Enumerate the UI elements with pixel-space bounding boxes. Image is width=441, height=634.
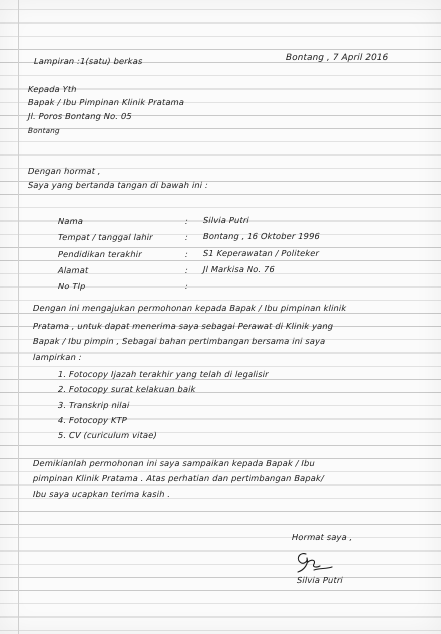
body-line: Dengan ini mengajukan permohonan kepada Bapak / Ibu pimpinan klinik [32,303,347,313]
signer-name: Silvia Putri [296,575,344,585]
recipient-address: Jl. Poros Bontang No. 05 [27,111,132,121]
closing-line: pimpinan Klinik Pratama . Atas perhatian dan pertimbangan Bapak/ [32,473,325,483]
attachment-item: 5. CV (curiculum vitae) [57,430,158,440]
greeting: Dengan hormat , [27,166,101,176]
identity-colon: : [184,249,189,259]
attachment-item: 4. Fotocopy KTP [57,415,128,425]
recipient-salutation: Kepada Yth [27,84,77,94]
intro-line: Saya yang bertanda tangan di bawah ini : [27,180,209,190]
attachment-item: 1. Fotocopy Ijazah terakhir yang telah di legalisir [57,369,269,379]
closing-line: Ibu saya ucapkan terima kasih . [32,489,171,499]
recipient-name: Bapak / Ibu Pimpinan Klinik Pratama [27,97,185,107]
identity-value: Silvia Putri [202,215,250,225]
body-line: Pratama , untuk dapat menerima saya sebagai Perawat di Klinik yang [32,321,334,331]
identity-label: Pendidikan terakhir [57,249,142,259]
recipient-city: Bontang [27,126,60,135]
identity-label: Alamat [57,265,89,275]
identity-colon: : [184,216,189,226]
identity-value: Jl Markisa No. 76 [202,264,276,274]
identity-colon: : [184,232,189,242]
identity-colon: : [184,281,189,291]
attachment-line: Lampiran :1(satu) berkas [33,56,143,66]
attachment-item: 3. Transkrip nilai [57,400,130,410]
identity-value: S1 Keperawatan / Politeker [202,248,320,258]
identity-label: No Tlp [57,281,86,291]
closing-line: Demikianlah permohonan ini saya sampaikan kepada Bapak / Ibu [32,458,316,468]
signature-mark [292,548,336,576]
identity-label: Tempat / tanggal lahir [57,232,153,242]
body-line: lampirkan : [32,352,82,362]
closing-regards: Hormat saya , [291,532,353,542]
attachment-item: 2. Fotocopy surat kelakuan baik [57,384,196,394]
letter-date: Bontang , 7 April 2016 [285,53,389,63]
identity-label: Nama [57,216,84,226]
identity-colon: : [184,265,189,275]
body-line: Bapak / Ibu pimpin , Sebagai bahan pertimbangan bersama ini saya [32,336,326,346]
identity-value: Bontang , 16 Oktober 1996 [202,231,321,241]
